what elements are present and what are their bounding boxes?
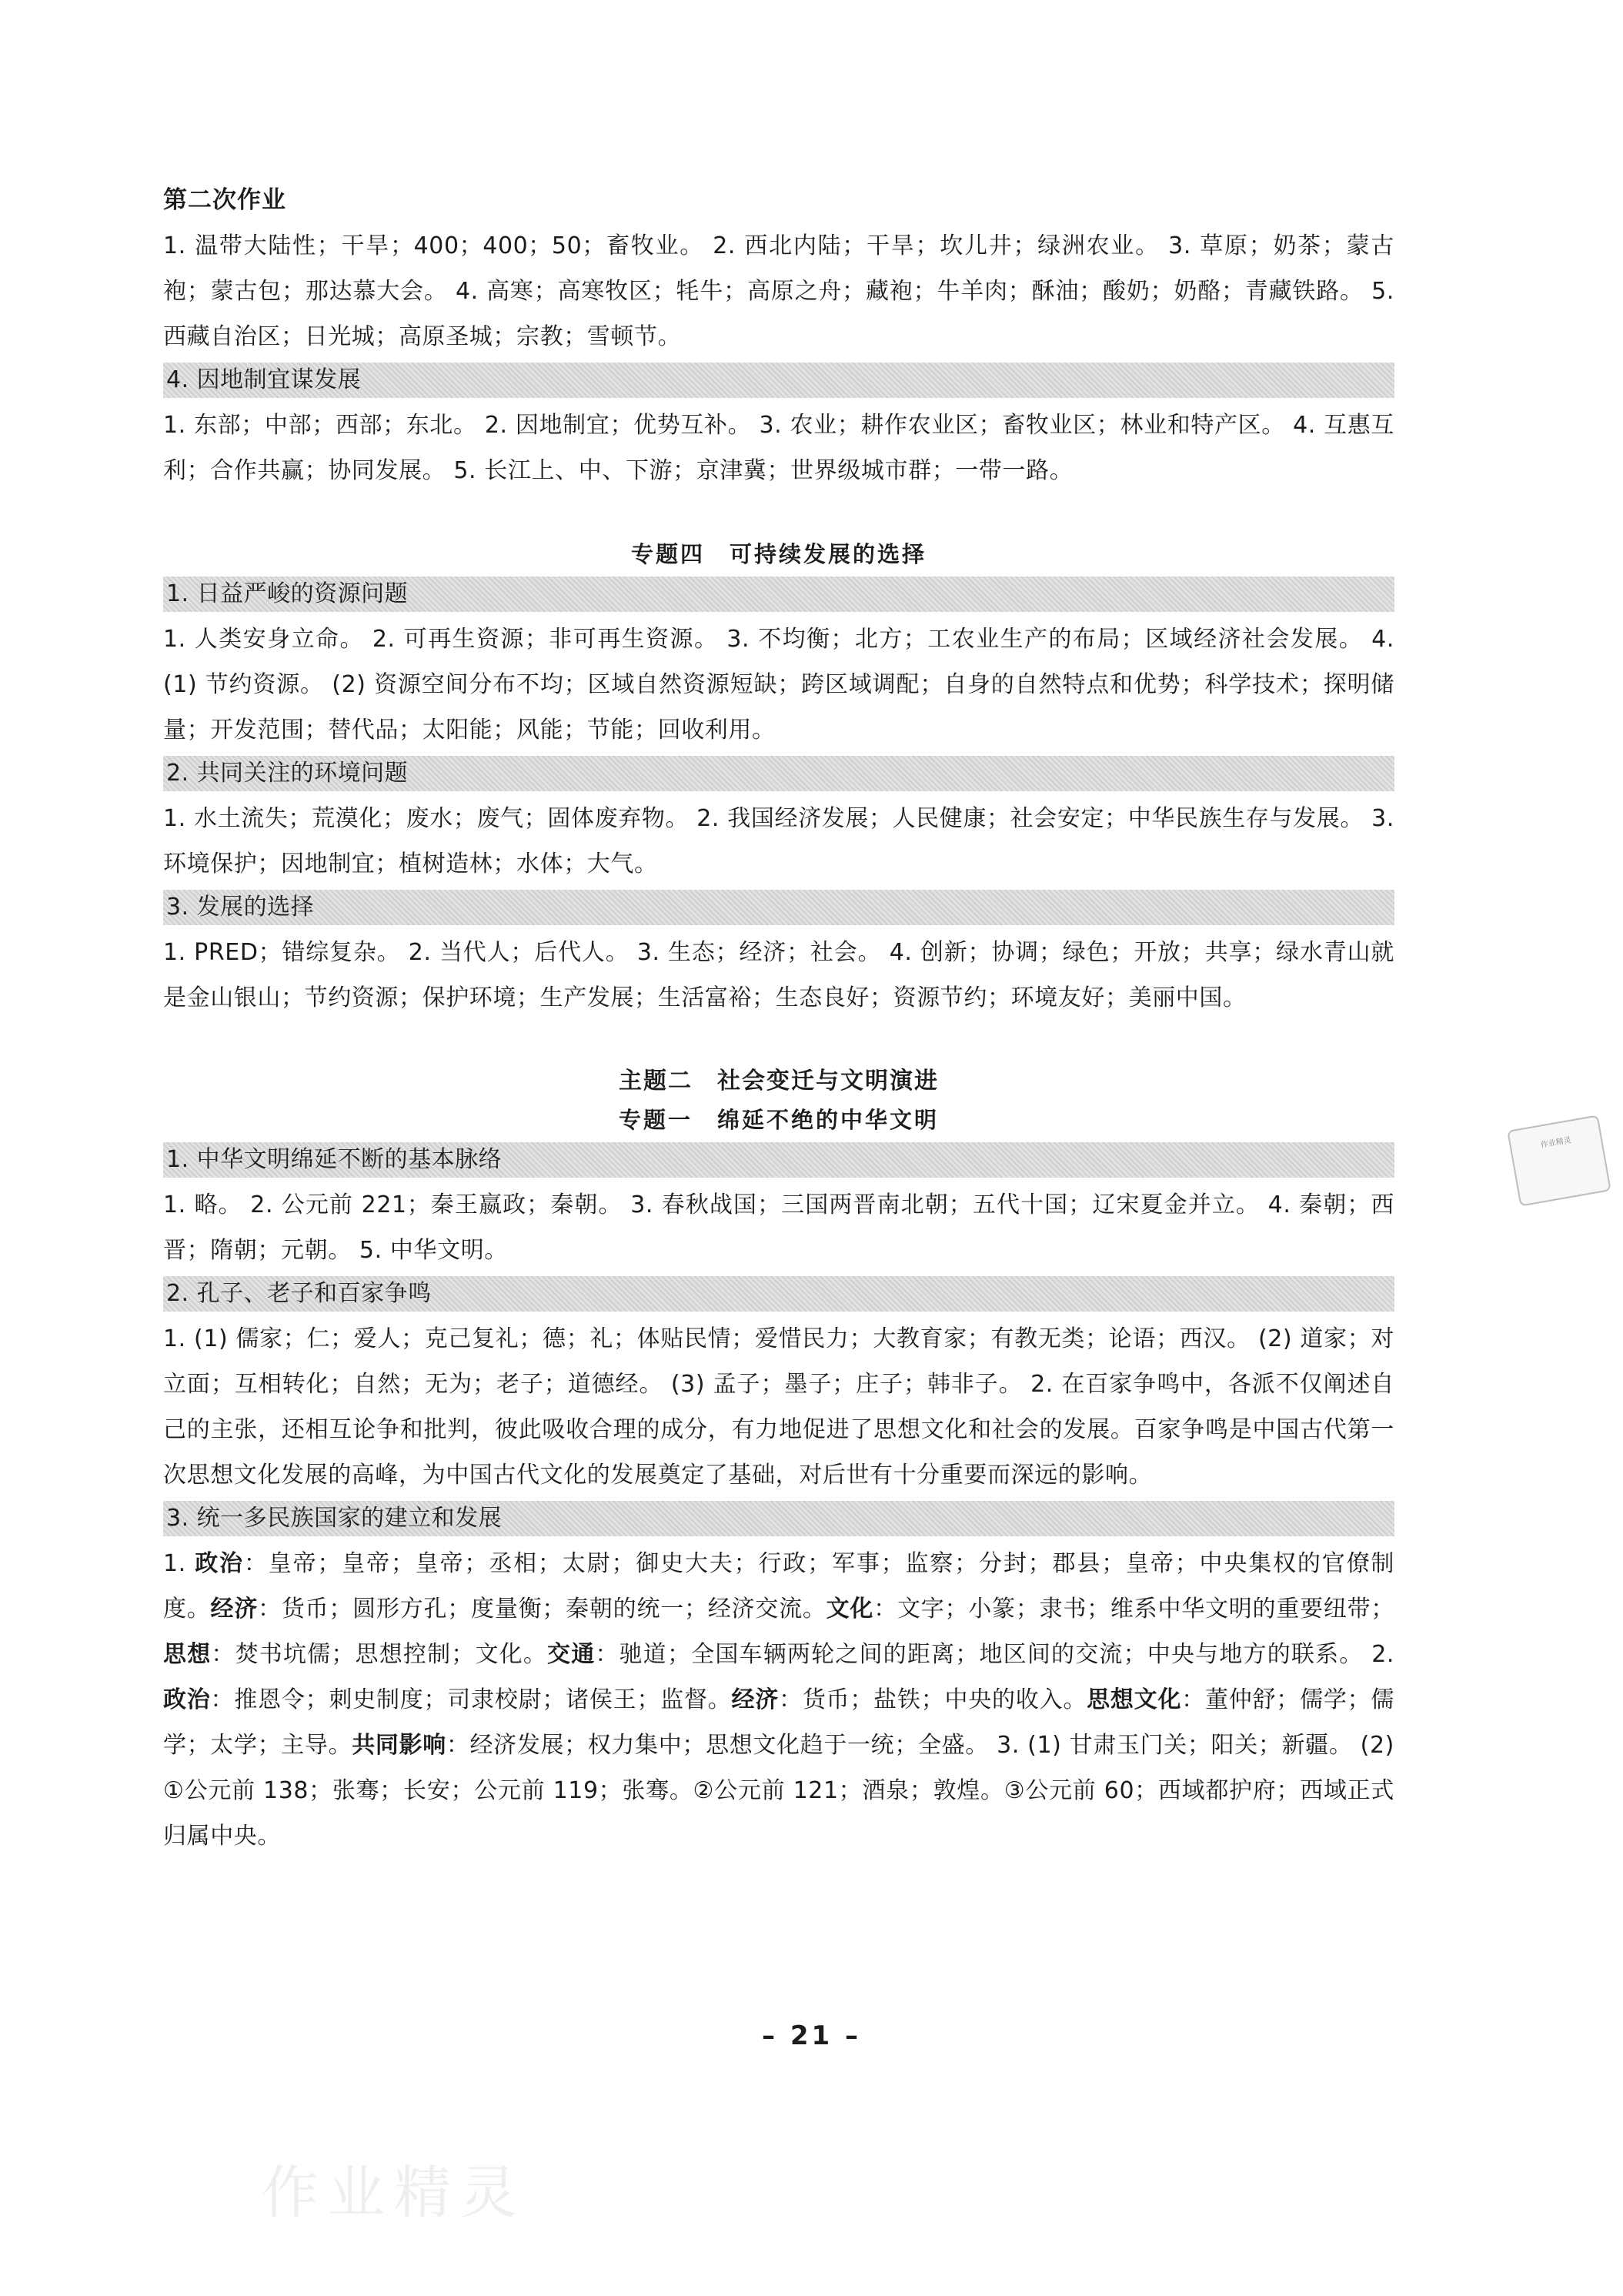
section-ziyuan-title: 1. 日益严峻的资源问题 [163,577,1394,612]
topic-1-title: 专题一 绵延不绝的中华文明 [618,1107,939,1133]
section-mailuo-title: 1. 中华文明绵延不断的基本脉络 [163,1142,1394,1178]
section-mailuo-answers: 1. 略。 2. 公元前 221；秦王嬴政；秦朝。 3. 春秋战国；三国两晋南北朝；五代十国；辽宋夏金并立。 4. 秦朝；西晋；隋朝；元朝。 5. 中华文明。 [163,1191,1394,1264]
section-fazhan-title: 3. 发展的选择 [163,890,1394,925]
page-number: – 21 – [762,2020,861,2051]
section-tongyi-title: 3. 统一多民族国家的建立和发展 [163,1501,1394,1536]
content-column [163,182,1394,1859]
theme-2-title: 主题二 社会变迁与文明演进 [619,1068,939,1095]
section-yindi-answers: 1. 东部；中部；西部；东北。 2. 因地制宜；优势互补。 3. 农业；耕作农业区；畜牧业区；林业和特产区。 4. 互惠互利；合作共赢；协同发展。 5. 长江上、中、下游；京津冀；世界级城市群；一带一路。 [163,412,1394,484]
watermark-stamp: 作业精灵 [1507,1115,1611,1206]
section-ziyuan-answers: 1. 人类安身立命。 2. 可再生资源；非可再生资源。 3. 不均衡；北方；工农业生产的布局；区域经济社会发展。 4. (1) 节约资源。 (2) 资源空间分布不均；区域自然资源短缺；跨区域调配；自身的自然特点和优势；科学技术；探明储量；开发范围；替代品；太阳能；风能；节能；回收利用。 [163,626,1394,744]
section-huanjing-answers: 1. 水土流失；荒漠化；废水；废气；固体废弃物。 2. 我国经济发展；人民健康；社会安定；中华民族生存与发展。 3. 环境保护；因地制宜；植树造林；水体；大气。 [163,805,1394,877]
section-fazhan-answers: 1. PRED；错综复杂。 2. 当代人；后代人。 3. 生态；经济；社会。 4. 创新；协调；绿色；开放；共享；绿水青山就是金山银山；节约资源；保护环境；生产发展；生活富裕；生态良好；资源节约；环境友好；美丽中国。 [163,939,1394,1011]
section-baijia-title: 2. 孔子、老子和百家争鸣 [163,1276,1394,1312]
section-baijia-answers: 1. (1) 儒家；仁；爱人；克己复礼；德；礼；体贴民情；爱惜民力；大教育家；有教无类；论语；西汉。 (2) 道家；对立面；互相转化；自然；无为；老子；道德经。 (3) 孟子；墨子；庄子；韩非子。 2. 在百家争鸣中，各派不仅阐述自己的主张，还相互论争和批判，彼此吸收合理的成分，有力地促进了思想文化和社会的发展。百家争鸣是中国古代第一次思想文化发展的高峰，为中国古代文化的发展奠定了基础，对后世有十分重要而深远的影响。 [163,1325,1394,1489]
watermark-text: 作业精灵 [262,2160,526,2226]
section-huanjing-title: 2. 共同关注的环境问题 [163,756,1394,791]
homework-2-answers: 1. 温带大陆性；干旱；400；400；50；畜牧业。 2. 西北内陆；干旱；坎儿井；绿洲农业。 3. 草原；奶茶；蒙古袍；蒙古包；那达慕大会。 4. 高寒；高寒牧区；牦牛；高原之舟；藏袍；牛羊肉；酥油；酸奶；奶酪；青藏铁路。 5. 西藏自治区；日光城；高原圣城；宗教；雪顿节。 [163,232,1394,350]
topic-4-title: 专题四 可持续发展的选择 [630,541,927,567]
homework-2-heading: 第二次作业 [163,186,286,214]
section-yindi-title: 4. 因地制宜谋发展 [163,363,1394,398]
section-tongyi-answers: 1. 政治：皇帝；皇帝；皇帝；丞相；太尉；御史大夫；行政；军事；监察；分封；郡县；皇帝；中央集权的官僚制度。经济：货币；圆形方孔；度量衡；秦朝的统一；经济交流。文化：文字；小篆；隶书；维系中华文明的重要纽带；思想：焚书坑儒；思想控制；文化。交通：驰道；全国车辆两轮之间的距离；地区间的交流；中央与地方的联系。 2. 政治：推恩令；刺史制度；司隶校尉；诸侯王；监督。经济：货币；盐铁；中央的收入。思想文化：董仲舒；儒学；儒学；太学；主导。共同影响：经济发展；权力集中；思想文化趋于一统；全盛。 3. (1) 甘肃玉门关；阳关；新疆。 (2) ①公元前 138；张骞；长安；公元前 119；张骞。②公元前 121；酒泉；敦煌。③公元前 60；西域都护府；西域正式归属中央。 [163,1550,1395,1850]
